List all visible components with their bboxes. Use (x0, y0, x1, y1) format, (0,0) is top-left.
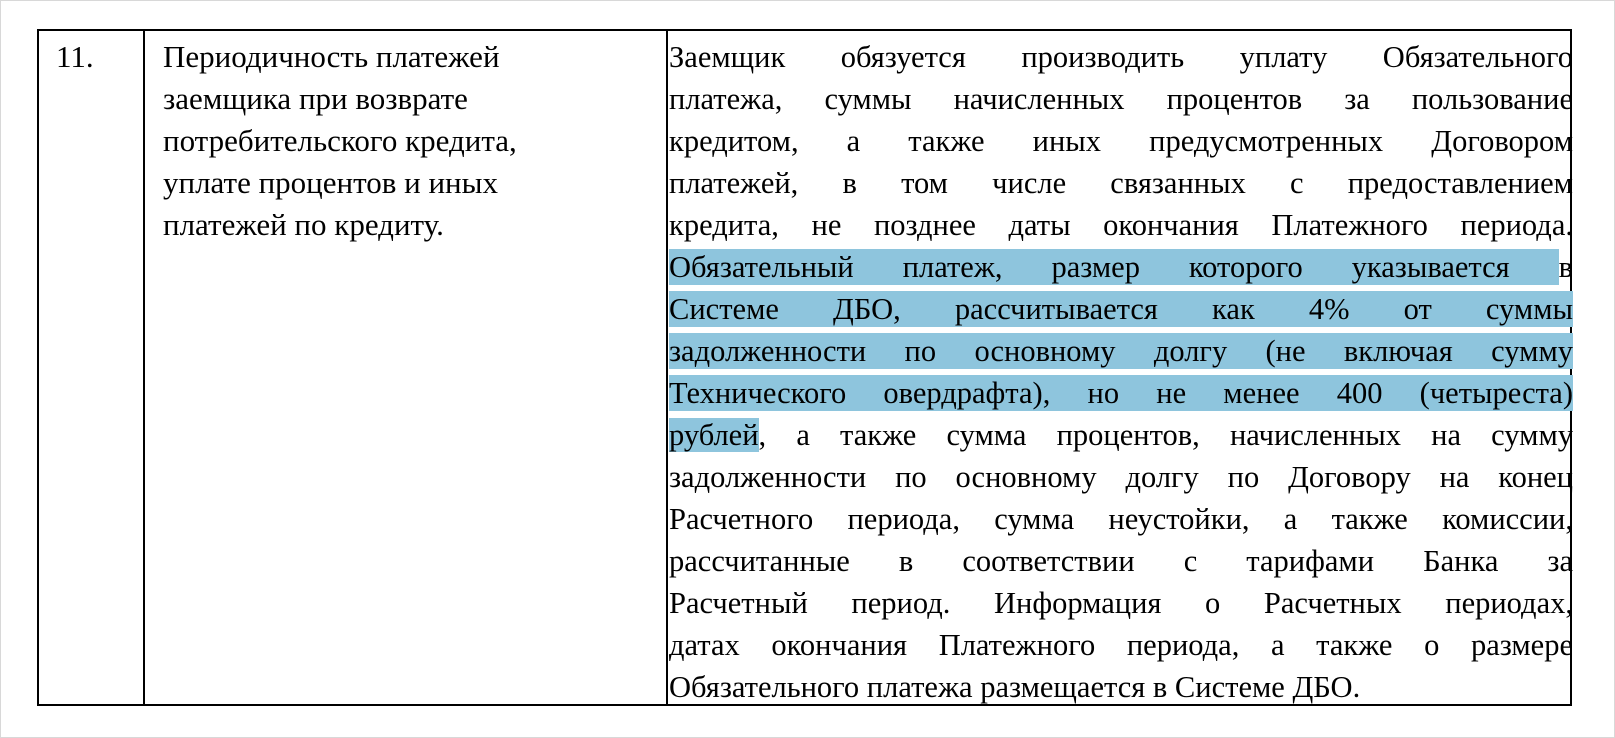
body-line: Заемщик обязуется производить уплату Обязательного (669, 40, 1573, 74)
body-line: задолженности по основному долгу по Договору на конец (669, 460, 1573, 494)
title-line: заемщика при возврате (163, 81, 468, 116)
highlighted-text: задолженности по основному долгу (не включая сумму (669, 334, 1573, 368)
column-divider-2 (666, 31, 668, 704)
highlighted-text: Технического овердрафта), но не менее 400 (четыреста) (669, 376, 1573, 410)
body-line: Расчетного периода, сумма неустойки, а также комиссии, (669, 502, 1573, 536)
highlighted-line[interactable] (669, 330, 1573, 372)
column-divider-1 (143, 31, 145, 704)
document-table (37, 29, 1572, 706)
row-number: 11. (56, 39, 94, 74)
title-line: Периодичность платежей (163, 39, 500, 74)
highlighted-text[interactable]: рублей (669, 418, 759, 452)
body-text: , а также сумма процентов, начисленных на сумму (758, 418, 1573, 452)
body-line: кредитом, а также иных предусмотренных Договором (669, 124, 1573, 158)
highlighted-line[interactable] (669, 372, 1573, 414)
highlighted-line[interactable] (669, 288, 1573, 330)
highlighted-text: Системе ДБО, рассчитывается как 4% от суммы (669, 292, 1573, 326)
body-line: платежа, суммы начисленных процентов за пользование (669, 82, 1573, 116)
row-title (163, 36, 643, 246)
body-line: Расчетный период. Информация о Расчетных периодах, (669, 586, 1573, 620)
row-description (669, 36, 1573, 708)
body-line: Обязательного платежа размещается в Системе ДБО. (669, 670, 1361, 704)
body-line: платежей, в том числе связанных с предоставлением (669, 166, 1573, 200)
highlighted-line[interactable] (669, 246, 1573, 288)
highlighted-text: Обязательный платеж, размер которого указывается в (669, 250, 1573, 284)
body-line: рассчитанные в соответствии с тарифами Банка за (669, 544, 1573, 578)
title-line: платежей по кредиту. (163, 207, 444, 242)
title-line: потребительского кредита, (163, 123, 517, 158)
mixed-line (669, 414, 1573, 456)
title-line: уплате процентов и иных (163, 165, 498, 200)
body-line: кредита, не позднее даты окончания Платежного периода. (669, 208, 1573, 242)
body-line: датах окончания Платежного периода, а также о размере (669, 628, 1573, 662)
